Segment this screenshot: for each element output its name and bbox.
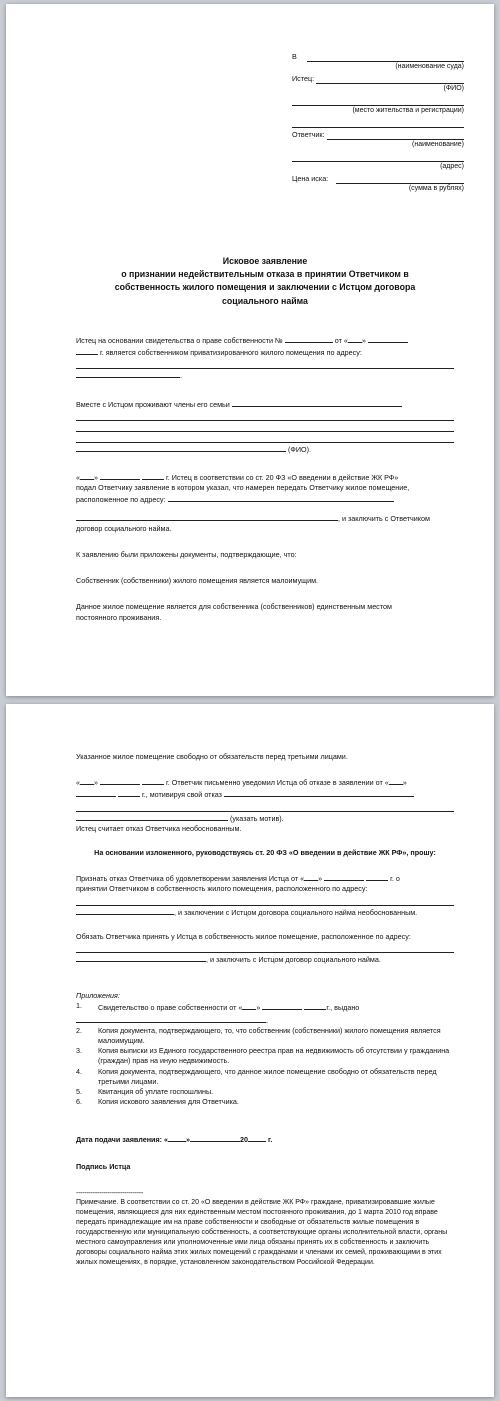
text: , и заключить с Ответчиком [338,513,430,523]
appendix-item-5 [76,1087,454,1097]
address-blank [168,493,394,502]
item-number: 2. [76,1025,82,1035]
court-caption: (наименование суда) [395,63,464,70]
family-line-3 [76,432,454,443]
document-page-2 [6,704,494,1397]
text: » [402,778,407,788]
plaintiff-line [292,72,464,84]
claim-price-line [292,172,464,184]
sum-caption: (сумма в рублях) [408,185,464,192]
day-blank [389,776,403,785]
ownership-paragraph: Истец на основании свидетельства о праве собственности № от « » г. является собственником приватизированного жилого помещения по адресу: . [76,334,454,382]
family-line-2 [76,421,454,432]
certificate-number-blank [285,334,333,343]
text: « [76,473,80,483]
family-line-1 [76,410,454,421]
title-line-3: собственность жилого помещения и заключении с Истцом договора [114,282,416,293]
claim-price-label: Цена иска: [292,173,329,183]
text: Истец считает отказ Ответчика необоснованным. [76,823,242,833]
defendant-line [292,128,464,140]
month-blank [262,1001,302,1010]
address-line-end [76,369,180,378]
item-number: 1. [76,1001,82,1011]
signature-label: Подпись Истца [76,1161,131,1171]
text: Истец на основании свидетельства о праве собственности № [76,336,283,345]
appendix-item-1 [76,1001,454,1013]
text: г. о [390,874,400,884]
appendix-item-6 [76,1097,454,1107]
document-title [76,255,454,308]
court-line [292,50,464,62]
text: договор социального найма. [76,523,172,533]
month-blank [368,334,408,343]
year-blank [142,471,164,480]
month-blank [100,776,140,785]
appendix-item-2 [76,1026,454,1046]
refusal-paragraph [76,776,454,834]
separator-dashes: -------------------------------- [76,1187,143,1197]
address-line [76,358,454,369]
item-text: Копия искового заявления для Ответчика. [98,1097,239,1107]
defendant-blank [327,130,464,140]
claim-price-blank [336,174,464,184]
residence-paragraph [76,602,454,622]
address-line [76,942,454,953]
year-blank [366,872,388,881]
text: « [76,778,80,788]
family-paragraph [76,398,454,455]
text: г. Истец в соответствии со ст. 20 ФЗ «О введении в действие ЖК РФ» [166,473,399,483]
text: (ФИО). [288,444,312,454]
court-blank [307,52,464,62]
year-blank [142,776,164,785]
month-blank [100,471,140,480]
text: подал Ответчику заявление в котором указал, что намерен передать Ответчику жилое помещение, [76,483,410,493]
text: (указать мотив). [230,813,284,823]
defendant-label: Ответчик: [292,129,325,139]
day-blank [242,1001,256,1010]
note-paragraph: Примечание. В соответствии со ст. 20 «О введении в действие ЖК РФ» граждане, приватизировавшие жилые помещения, являющиеся для них единственным местом постоянного проживания, до 1 марта 2010 год вправе передать принадлежащие им на праве собственности и свободные от обязательств жилые помещения в государственную или муниципальную собственность, а соответствующие органы исполнительной власти, органы местного самоуправления или уполномоченные ими лица обязаны принять их в собственность и заключить договоры социального найма этих жилых помещений с гражданами и членами их семей, проживающими в этих жилых помещениях, в порядке, установленном законодательством Российской Федерации. [76,1199,448,1267]
item-number: 3. [76,1046,82,1056]
issuer-blank [76,1014,266,1023]
year-blank [76,346,98,355]
day-blank [80,776,94,785]
addressee-block [292,50,464,194]
family-blank [232,398,402,407]
reason-blank [224,788,414,797]
residence-blank-2 [292,118,464,128]
claim-body-continued [76,752,454,1268]
text: постоянного проживания. [76,612,162,622]
plaintiff-blank [316,74,464,84]
to-label: В [292,51,297,61]
claim-body [76,334,454,634]
text: г. является собственником приватизированного жилого помещения по адресу: [100,348,362,358]
day-blank [304,872,318,881]
item-text: Свидетельство о праве собственности от « [98,1003,243,1013]
year-blank [118,788,140,797]
free-of-obligations-paragraph: Указанное жилое помещение свободно от обязательств перед третьими лицами. [76,752,348,761]
title-line-4: социального найма [222,295,308,306]
item-text: Копия документа, подтверждающего, что данное жилое помещение свободно от обязательств перед третьими лицами. [98,1066,437,1086]
plaintiff-label: Истец: [292,73,315,83]
month-blank [76,788,116,797]
title-line-2: о признании недействительным отказа в принятии Ответчиком в [121,269,409,280]
text: г. [268,1135,273,1145]
day-blank [168,1133,186,1142]
appendix-title: Приложения: [76,991,120,1001]
basis-statement: На основании изложенного, руководствуясь ст. 20 ФЗ «О введении в действие ЖК РФ», прошу: [94,848,436,858]
text: » [94,473,98,483]
family-line-4 [76,443,286,452]
request-2 [76,932,454,965]
text: , и заключении с Истцом договора социального найма необоснованным. [174,907,418,917]
text: » [318,874,323,884]
documents-paragraph: К заявлению были приложены документы, подтверждающие, что: [76,550,297,560]
address-blank [292,152,464,162]
appendix-item-3 [76,1046,454,1066]
address-blank-2 [76,512,338,521]
text: Дата подачи заявления: « [76,1135,169,1145]
year-blank [248,1133,266,1142]
application-paragraph [76,471,454,534]
text: от « [334,336,348,345]
item-text: » [256,1003,261,1013]
name-caption: (наименование) [412,141,464,148]
text: г. Ответчик письменно уведомил Истца об отказе в заявлении от « [166,778,389,788]
filing-date-line [76,1133,454,1145]
residence-blank [292,96,464,106]
text: расположенное по адресу: [76,495,166,505]
appendix-section: Приложения: 1. Свидетельство о праве собственности от « » г., выдано . 2. Копия документа, подтверждающего, то, что собственник (собственники) жилого помещения является малоимущим. 3. Копия выписки из Единого государственного реестра прав на недвижимость об отсутствии у гражданина (граждан) прав на иную недвижимость. 4. Копия документа, подтверждающего, что данное жилое помещение свободно от обязательств перед третьими лицами. 5. Квитанция об уплате госпошлины. 6. Копия искового заявления для Ответчика. [76,991,454,1107]
item-number: 4. [76,1066,82,1076]
text: Признать отказ Ответчика об удовлетворении заявления Истца от « [76,874,305,884]
day-blank [80,471,94,480]
low-income-paragraph: Собственник (собственники) жилого помещения является малоимущим. [76,576,319,586]
reason-line [76,801,454,812]
text: г., мотивируя свой отказ [142,790,222,800]
address-line [76,895,454,906]
text: Вместе с Истцом проживают члены его семьи [76,399,230,409]
text: Данное жилое помещение является для собственника (собственников) единственным местом [76,602,392,612]
month-blank [324,872,364,881]
item-number: 5. [76,1087,82,1097]
item-text: г., выдано [326,1003,360,1013]
address-line-end [76,953,206,962]
text: принятии Ответчиком в собственность жилого помещения, расположенного по адресу: [76,884,368,894]
fio-caption: (ФИО) [443,85,464,92]
text: » [94,778,98,788]
text: 20 [240,1135,249,1145]
text: Обязать Ответчика принять у Истца в собственность жилое помещение, расположенное по адресу: [76,931,411,941]
reason-line-end [76,812,228,821]
item-text: Копия выписки из Единого государственного реестра прав на недвижимость об отсутствии у гражданина (граждан) прав на иную недвижимость. [98,1046,450,1066]
request-1 [76,872,454,918]
text: , и заключить с Истцом договор социального найма. [206,955,381,965]
year-blank [304,1001,326,1010]
document-page-1 [6,4,494,696]
title-line-1: Исковое заявление [222,256,308,266]
item-text: Копия документа, подтверждающего, то, что собственник (собственники) жилого помещения является малоимущим. [98,1025,441,1046]
item-text: Квитанция об уплате госпошлины. [98,1087,214,1097]
text: » [186,1135,191,1145]
address-line-end [76,906,174,915]
item-number: 6. [76,1097,82,1107]
text: » [361,336,366,345]
residence-caption: (место жительства и регистрации) [352,107,464,114]
appendix-item-4 [76,1067,454,1087]
day-blank [348,334,362,343]
address-caption: (адрес) [440,163,464,170]
month-blank [190,1133,240,1142]
